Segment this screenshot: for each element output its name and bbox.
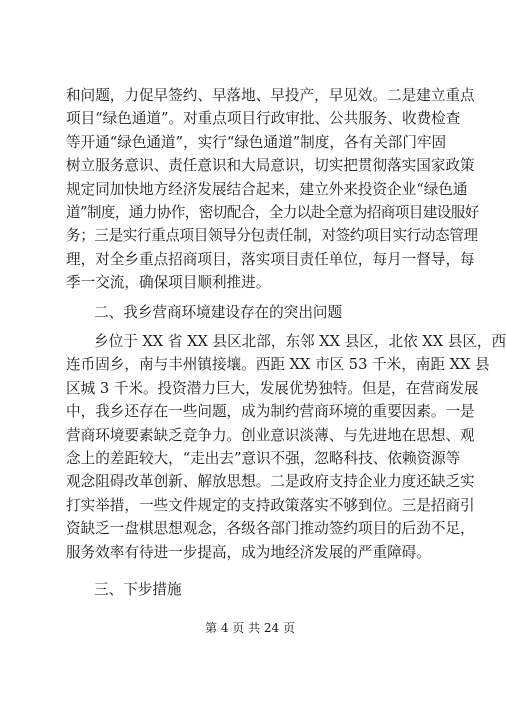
text-line-3: 等开通“绿色通道”，实行“绿色通道”制度，各有关部门牢固	[66, 133, 447, 151]
text-line-20: 服务效率有待进一步提高，成为地经济发展的严重障碍。	[66, 543, 431, 561]
page-footer: 第 4 页 共 24 页	[205, 620, 295, 635]
text-line-2: 项目“绿色通道”。对重点项目行政审批、公共服务、收费检查	[66, 110, 461, 128]
section-heading-2: 二、我乡营商环境建设存在的突出问题	[94, 303, 343, 321]
text-line-16: 念上的差距较大，“走出去”意识不强，忽略科技、依赖资源等	[66, 450, 461, 467]
text-line-5: 规定同加快地方经济发展结合起来，建立外来投资企业“绿色通	[66, 180, 468, 198]
text-line-14: 中，我乡还存在一些问题，成为制约营商环境的重要因素。一是	[66, 403, 475, 421]
text-line-9: 季一交流，确保项目顺利推进。	[66, 274, 271, 292]
text-line-15: 营商环境要素缺乏竞争力。创业意识淡薄、与先进地在思想、观	[66, 426, 475, 444]
text-line-19: 资缺乏一盘棋思想观念，各级各部门推动签约项目的后劲不足，	[66, 520, 475, 538]
text-line-11: 乡位于 XX 省 XX 县区北部，东邻 XX 县区，北依 XX 县区，西	[94, 333, 506, 350]
text-line-7: 务；三是实行重点项目领导分包责任制，对签约项目实行动态管理	[66, 227, 478, 245]
text-line-18: 打实举措，一些文件规定的支持政策落实不够到位。三是招商引	[66, 496, 475, 514]
section-heading-3: 三、下步措施	[94, 580, 182, 598]
text-line-4: 树立服务意识、责任意识和大局意识，切实把贯彻落实国家政策	[66, 157, 475, 175]
text-line-6: 道”制度，通力协作，密切配合，全力以赴全意为招商项目建设服好	[66, 204, 479, 221]
text-line-17: 观念阻碍改革创新、解放思想。二是政府支持企业力度还缺乏实	[66, 473, 475, 491]
text-line-8: 理，对全乡重点招商项目，落实项目责任单位，每月一督导，每	[66, 250, 475, 268]
text-line-1: 和问题，力促早签约、早落地、早投产，早见效。二是建立重点	[66, 87, 475, 104]
text-line-13: 区城 3 千米。投资潜力巨大，发展优势独特。但是，在营商发展	[66, 379, 479, 397]
text-line-12: 连币固乡，南与丰州镇接壤。西距 XX 市区 53 千米，南距 XX 县	[66, 356, 490, 374]
